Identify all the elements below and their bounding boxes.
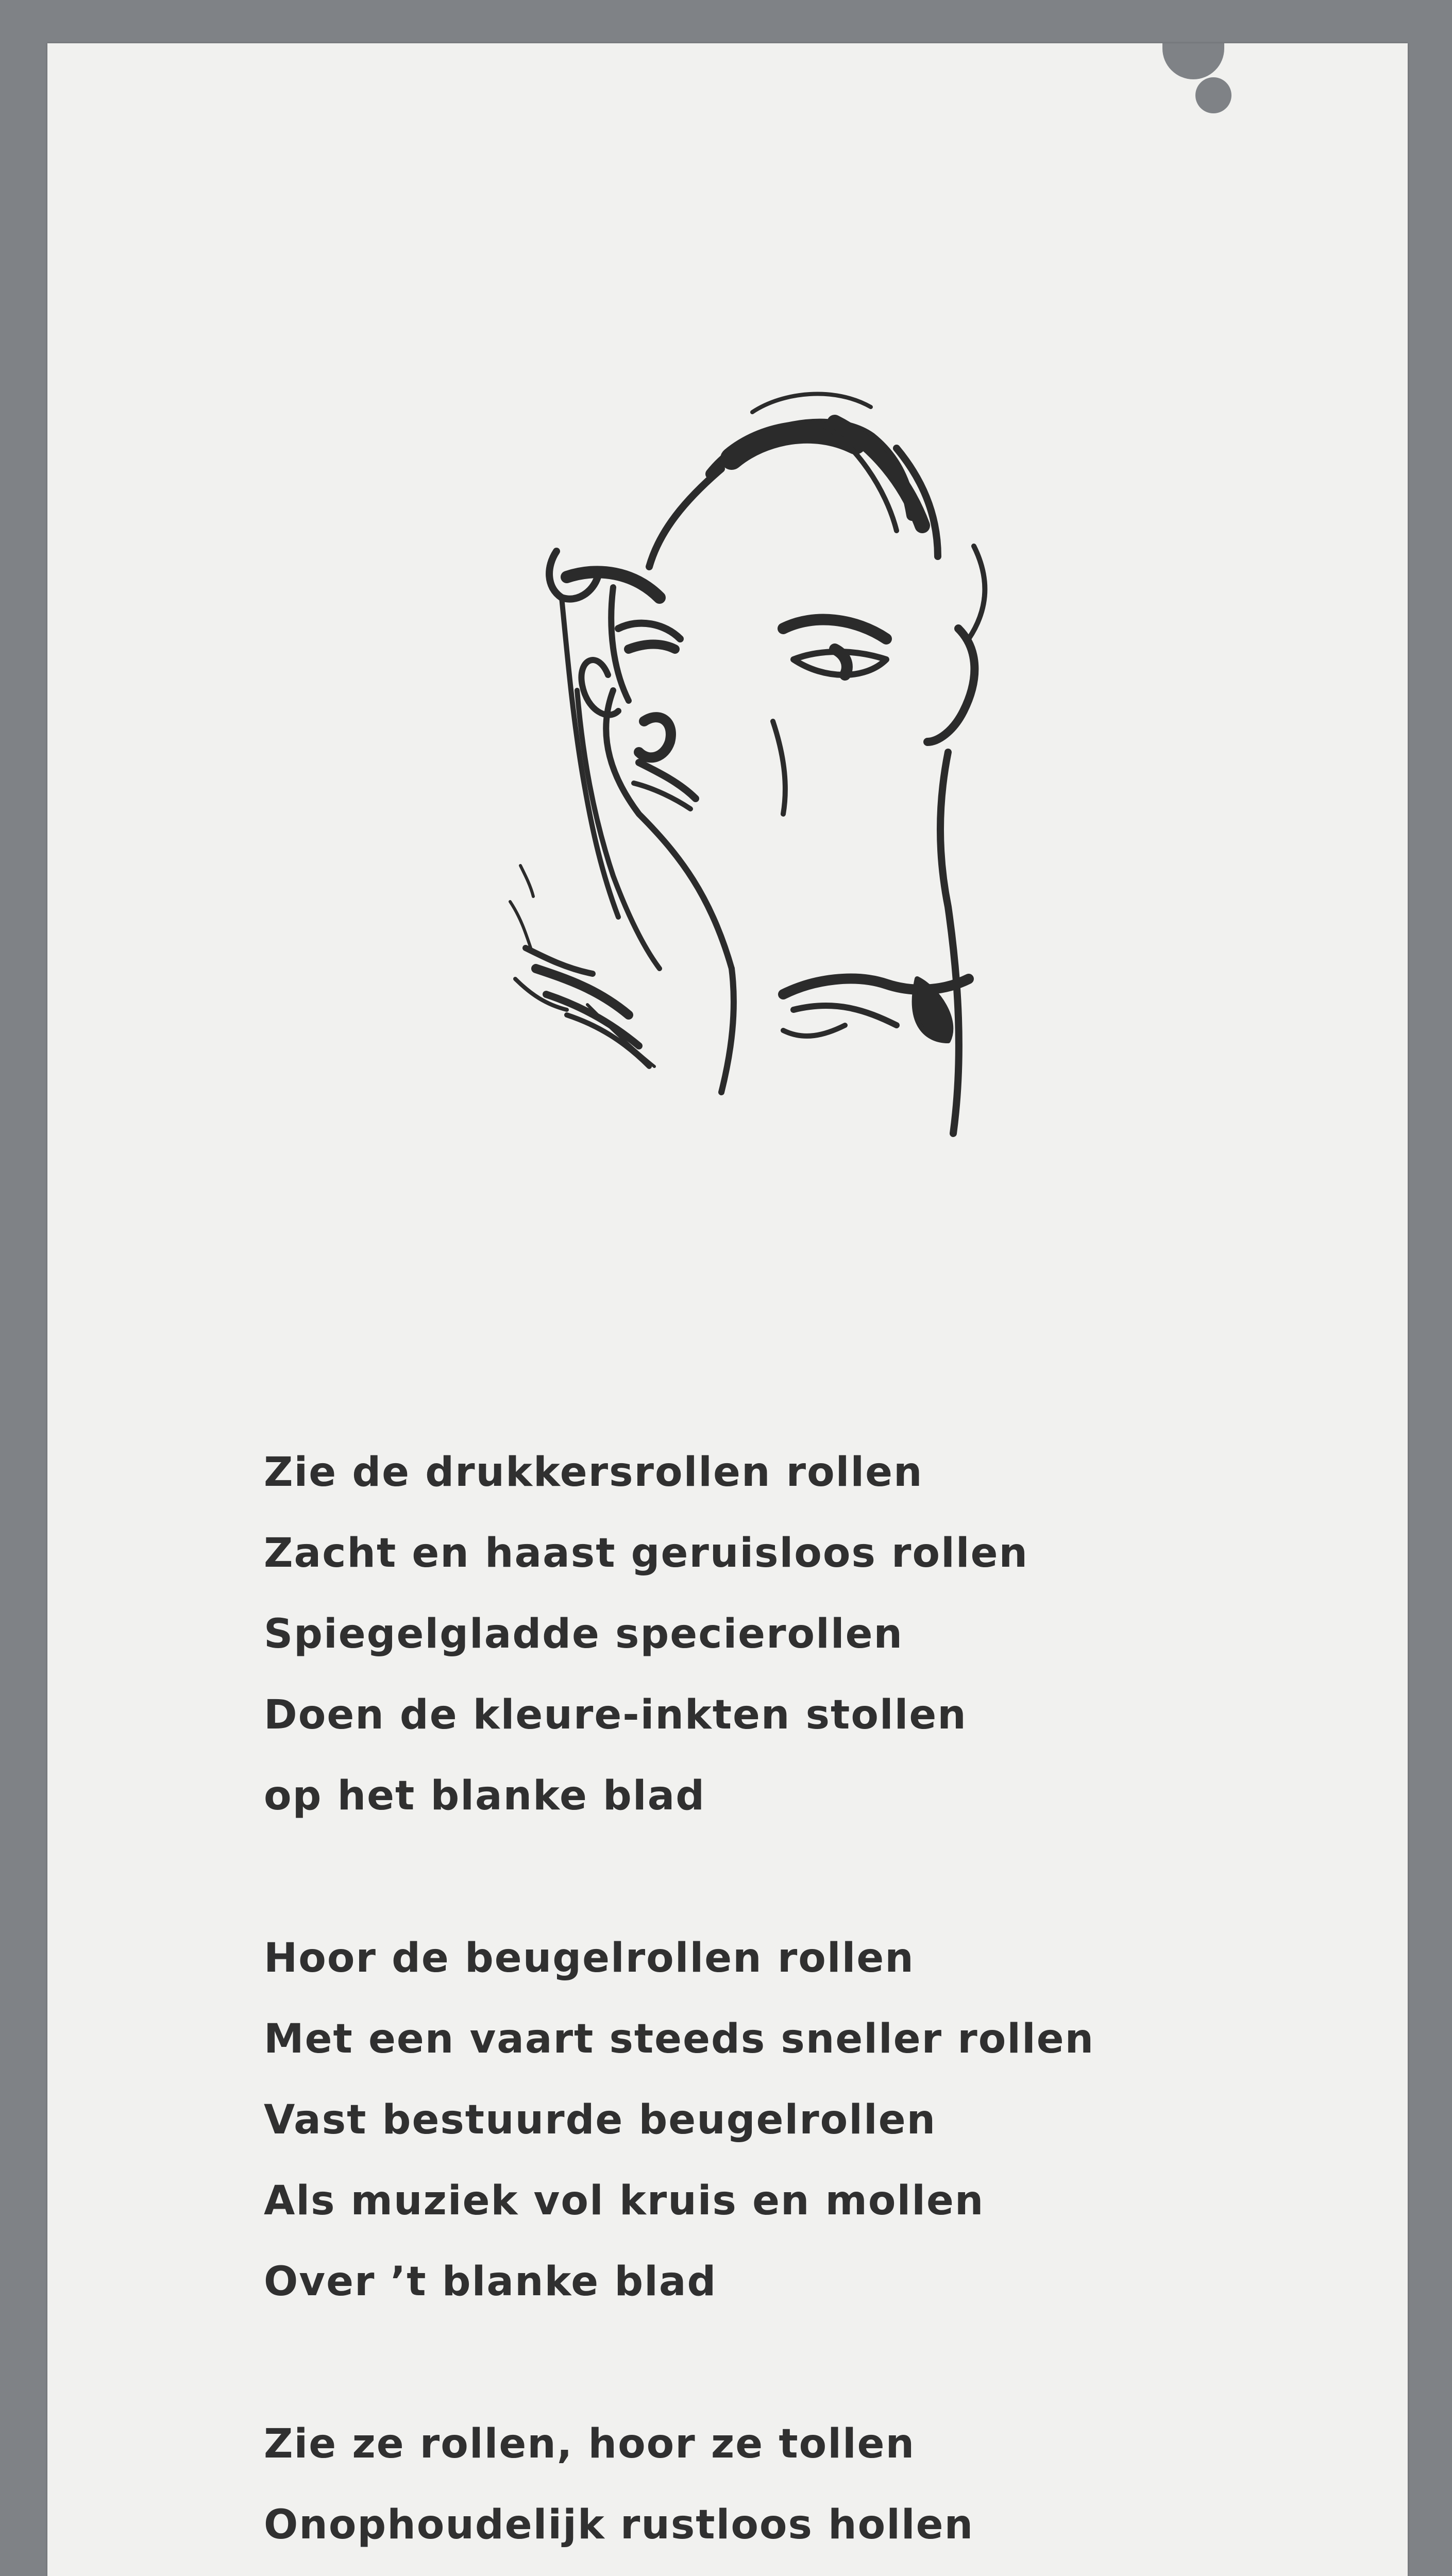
poem-line: Zie ze rollen, hoor ze tollen — [264, 2421, 916, 2467]
poem-line: op het blanke blad — [264, 1773, 706, 1819]
poem-stanza-3 — [264, 2404, 1346, 2576]
poem-line: Met een vaart steeds sneller rollen — [264, 2016, 1095, 2062]
poem-line: Over ’t blanke blad — [264, 2259, 717, 2305]
paper-hole — [1195, 77, 1231, 113]
poem-stanza-2 — [264, 1918, 1346, 2323]
poem-line: Spiegelgladde specierollen — [264, 1611, 904, 1657]
poem-line — [264, 2566, 1346, 2576]
poem-line: Onophoudelijk rustloos hollen — [264, 2502, 974, 2548]
poem-line: Als muziek vol kruis en mollen — [264, 2178, 985, 2224]
poem-line: Vast bestuurde beugelrollen — [264, 2097, 937, 2143]
poem-line: Zie de drukkersrollen rollen — [264, 1449, 923, 1496]
poem-line: Hoor de beugelrollen rollen — [264, 1935, 915, 1981]
poem-line: Zacht en haast geruisloos rollen — [264, 1530, 1028, 1577]
poem-stanza-1 — [264, 1432, 1346, 1837]
poem — [264, 1432, 1346, 2576]
self-portrait-sketch — [443, 361, 1144, 1350]
poem-line: Doen de kleure-inkten stollen — [264, 1692, 967, 1738]
